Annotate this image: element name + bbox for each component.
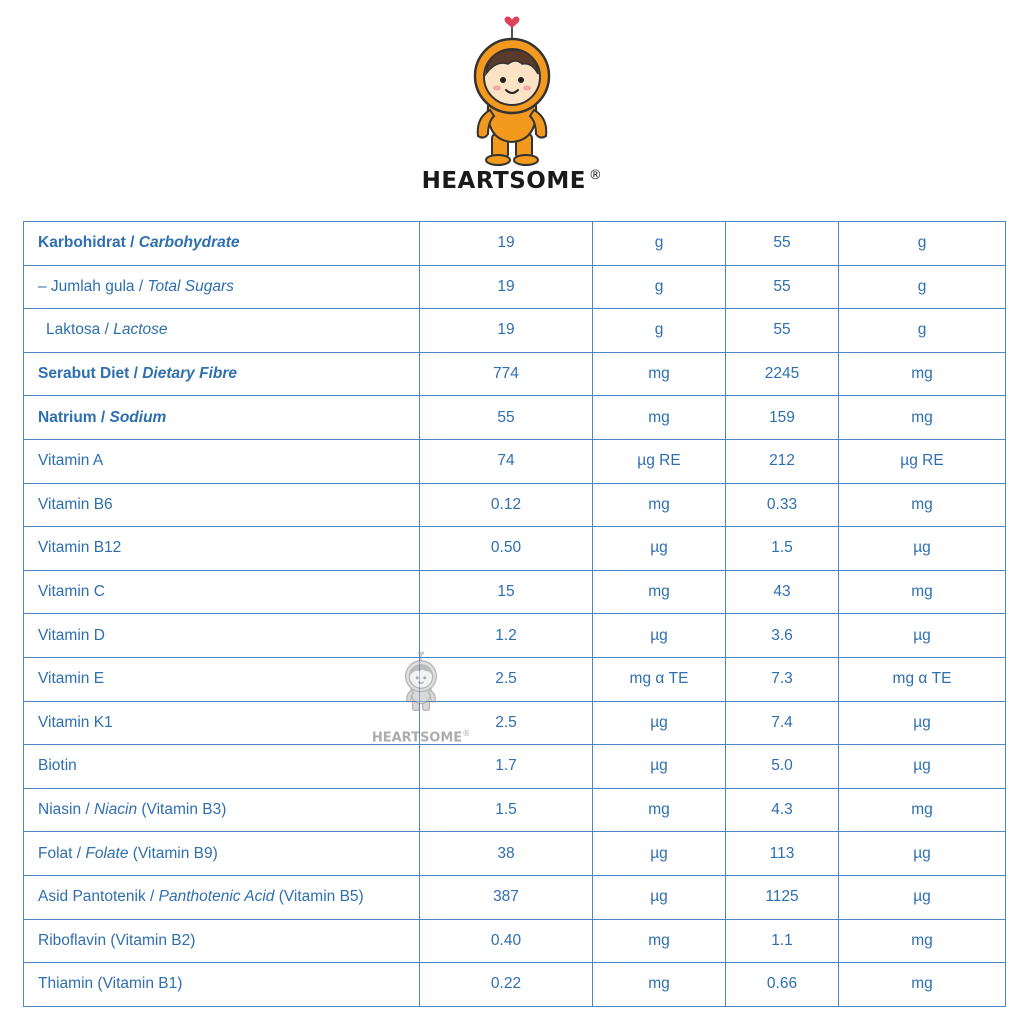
- unit-per-serving: mg: [593, 919, 726, 963]
- nutrient-label-local: Niasin: [38, 801, 82, 819]
- unit-per-100g: mg: [839, 788, 1006, 832]
- unit-per-100g: g: [839, 265, 1006, 309]
- astronaut-watermark-icon: [396, 636, 446, 728]
- unit-per-serving: mg: [593, 352, 726, 396]
- unit-per-serving: mg: [593, 963, 726, 1007]
- watermark-logo: [371, 636, 471, 746]
- unit-per-serving: g: [593, 265, 726, 309]
- nutrient-name: [24, 788, 420, 832]
- value-per-serving: 1.2: [420, 614, 593, 658]
- unit-per-serving: g: [593, 222, 726, 266]
- table-row: [24, 265, 1006, 309]
- nutrient-label-local: Natrium: [38, 408, 97, 426]
- table-row: [24, 570, 1006, 614]
- nutrient-name: [24, 352, 420, 396]
- nutrient-name: [24, 527, 420, 571]
- table-row: [24, 832, 1006, 876]
- unit-per-100g: µg: [839, 745, 1006, 789]
- nutrient-name: [24, 701, 420, 745]
- value-per-100g: 4.3: [726, 788, 839, 832]
- unit-per-serving: µg RE: [593, 439, 726, 483]
- nutrient-label-suffix: (Vitamin B9): [128, 844, 218, 862]
- nutrient-name: [24, 439, 420, 483]
- nutrient-label-local: Asid Pantotenik: [38, 888, 146, 906]
- nutrient-label-separator: /: [129, 365, 143, 383]
- nutrient-name: [24, 875, 420, 919]
- value-per-serving: 15: [420, 570, 593, 614]
- unit-per-100g: µg: [839, 527, 1006, 571]
- nutrient-label-english: Total Sugars: [147, 277, 234, 295]
- value-per-100g: 7.3: [726, 657, 839, 701]
- nutrient-label-local: Riboflavin (Vitamin B2): [38, 931, 196, 949]
- unit-per-100g: µg: [839, 832, 1006, 876]
- nutrient-label-english: Panthotenic Acid: [158, 888, 275, 906]
- nutrient-name: [24, 963, 420, 1007]
- nutrient-label-english: Lactose: [113, 321, 168, 339]
- value-per-serving: 55: [420, 396, 593, 440]
- unit-per-serving: g: [593, 309, 726, 353]
- value-per-serving: 19: [420, 265, 593, 309]
- unit-per-serving: µg: [593, 832, 726, 876]
- table-row: [24, 919, 1006, 963]
- value-per-100g: 5.0: [726, 745, 839, 789]
- nutrient-label-separator: /: [96, 408, 110, 426]
- value-per-100g: 212: [726, 439, 839, 483]
- nutrient-name: [24, 614, 420, 658]
- nutrient-label-local: – Jumlah gula: [38, 277, 135, 295]
- value-per-100g: 1.1: [726, 919, 839, 963]
- unit-per-100g: g: [839, 309, 1006, 353]
- unit-per-serving: µg: [593, 745, 726, 789]
- value-per-100g: 113: [726, 832, 839, 876]
- nutrient-label-local: Karbohidrat: [38, 234, 126, 252]
- value-per-100g: 1125: [726, 875, 839, 919]
- value-per-serving: 0.12: [420, 483, 593, 527]
- nutrient-label-suffix: (Vitamin B3): [137, 801, 227, 819]
- table-row: [24, 745, 1006, 789]
- nutrient-name: [24, 745, 420, 789]
- table-row: [24, 396, 1006, 440]
- value-per-serving: 38: [420, 832, 593, 876]
- nutrient-label-separator: /: [100, 321, 114, 339]
- unit-per-100g: g: [839, 222, 1006, 266]
- value-per-100g: 3.6: [726, 614, 839, 658]
- unit-per-100g: µg: [839, 701, 1006, 745]
- nutrient-name: [24, 265, 420, 309]
- nutrient-label-separator: /: [145, 888, 159, 906]
- nutrient-label-local: Folat: [38, 844, 73, 862]
- nutrient-name: [24, 570, 420, 614]
- value-per-100g: 2245: [726, 352, 839, 396]
- nutrient-label-local: Vitamin K1: [38, 713, 113, 731]
- nutrient-label-local: Biotin: [38, 757, 77, 775]
- nutrient-name: [24, 657, 420, 701]
- value-per-100g: 159: [726, 396, 839, 440]
- table-row: [24, 352, 1006, 396]
- brand-logo: [0, 14, 1024, 194]
- value-per-serving: 74: [420, 439, 593, 483]
- value-per-100g: 55: [726, 309, 839, 353]
- nutrient-label-english: Niacin: [94, 801, 138, 819]
- value-per-100g: 55: [726, 265, 839, 309]
- unit-per-100g: mg: [839, 570, 1006, 614]
- unit-per-100g: mg: [839, 963, 1006, 1007]
- table-row: [24, 875, 1006, 919]
- table-row: [24, 439, 1006, 483]
- nutrient-name: [24, 832, 420, 876]
- watermark-brand-name: HEARTSOME®: [371, 729, 471, 746]
- value-per-100g: 1.5: [726, 527, 839, 571]
- unit-per-serving: mg α TE: [593, 657, 726, 701]
- unit-per-100g: mg: [839, 352, 1006, 396]
- table-row: [24, 701, 1006, 745]
- nutrient-label-english: Dietary Fibre: [142, 365, 237, 383]
- nutrient-label-separator: /: [81, 801, 94, 819]
- value-per-100g: 7.4: [726, 701, 839, 745]
- nutrient-name: [24, 483, 420, 527]
- table-row: [24, 963, 1006, 1007]
- value-per-100g: 43: [726, 570, 839, 614]
- unit-per-serving: mg: [593, 788, 726, 832]
- nutrient-label-separator: /: [125, 234, 139, 252]
- value-per-serving: 2.5: [420, 657, 593, 701]
- unit-per-serving: mg: [593, 483, 726, 527]
- nutrient-label-local: Thiamin (Vitamin B1): [38, 975, 183, 993]
- value-per-serving: 19: [420, 222, 593, 266]
- unit-per-100g: µg: [839, 875, 1006, 919]
- unit-per-100g: mg: [839, 919, 1006, 963]
- nutrient-name: [24, 222, 420, 266]
- nutrient-label-local: Vitamin C: [38, 583, 105, 601]
- value-per-serving: 387: [420, 875, 593, 919]
- unit-per-serving: mg: [593, 570, 726, 614]
- nutrition-table: [23, 221, 1006, 1007]
- astronaut-mascot-icon: [452, 14, 572, 166]
- value-per-100g: 55: [726, 222, 839, 266]
- table-row: [24, 788, 1006, 832]
- value-per-100g: 0.33: [726, 483, 839, 527]
- nutrient-label-english: Sodium: [109, 408, 167, 426]
- table-row: [24, 483, 1006, 527]
- unit-per-100g: mg α TE: [839, 657, 1006, 701]
- table-row: [24, 309, 1006, 353]
- nutrient-label-local: Vitamin B6: [38, 495, 113, 513]
- unit-per-100g: mg: [839, 483, 1006, 527]
- unit-per-serving: µg: [593, 875, 726, 919]
- value-per-serving: 2.5: [420, 701, 593, 745]
- nutrient-label-separator: /: [72, 844, 86, 862]
- nutrient-label-local: Laktosa: [46, 321, 101, 339]
- table-row: [24, 222, 1006, 266]
- nutrient-label-local: Vitamin A: [38, 452, 104, 470]
- unit-per-100g: µg: [839, 614, 1006, 658]
- nutrient-name: [24, 919, 420, 963]
- table-row: [24, 657, 1006, 701]
- value-per-serving: 0.22: [420, 963, 593, 1007]
- value-per-serving: 0.40: [420, 919, 593, 963]
- brand-name: HEARTSOME ®: [421, 168, 603, 194]
- unit-per-serving: µg: [593, 614, 726, 658]
- value-per-serving: 774: [420, 352, 593, 396]
- nutrient-label-english: Carbohydrate: [138, 234, 240, 252]
- table-row: [24, 527, 1006, 571]
- value-per-100g: 0.66: [726, 963, 839, 1007]
- nutrient-label-separator: /: [134, 277, 148, 295]
- value-per-serving: 0.50: [420, 527, 593, 571]
- nutrient-name: [24, 309, 420, 353]
- nutrient-label-english: Folate: [85, 844, 129, 862]
- value-per-serving: 1.5: [420, 788, 593, 832]
- table-row: [24, 614, 1006, 658]
- nutrient-label-local: Vitamin E: [38, 670, 105, 688]
- unit-per-100g: µg RE: [839, 439, 1006, 483]
- unit-per-100g: mg: [839, 396, 1006, 440]
- unit-per-serving: µg: [593, 701, 726, 745]
- unit-per-serving: mg: [593, 396, 726, 440]
- nutrient-label-local: Serabut Diet: [38, 365, 130, 383]
- nutrient-label-suffix: (Vitamin B5): [274, 888, 364, 906]
- unit-per-serving: µg: [593, 527, 726, 571]
- value-per-serving: 19: [420, 309, 593, 353]
- nutrient-name: [24, 396, 420, 440]
- nutrient-label-local: Vitamin D: [38, 626, 105, 644]
- nutrient-label-local: Vitamin B12: [38, 539, 122, 557]
- value-per-serving: 1.7: [420, 745, 593, 789]
